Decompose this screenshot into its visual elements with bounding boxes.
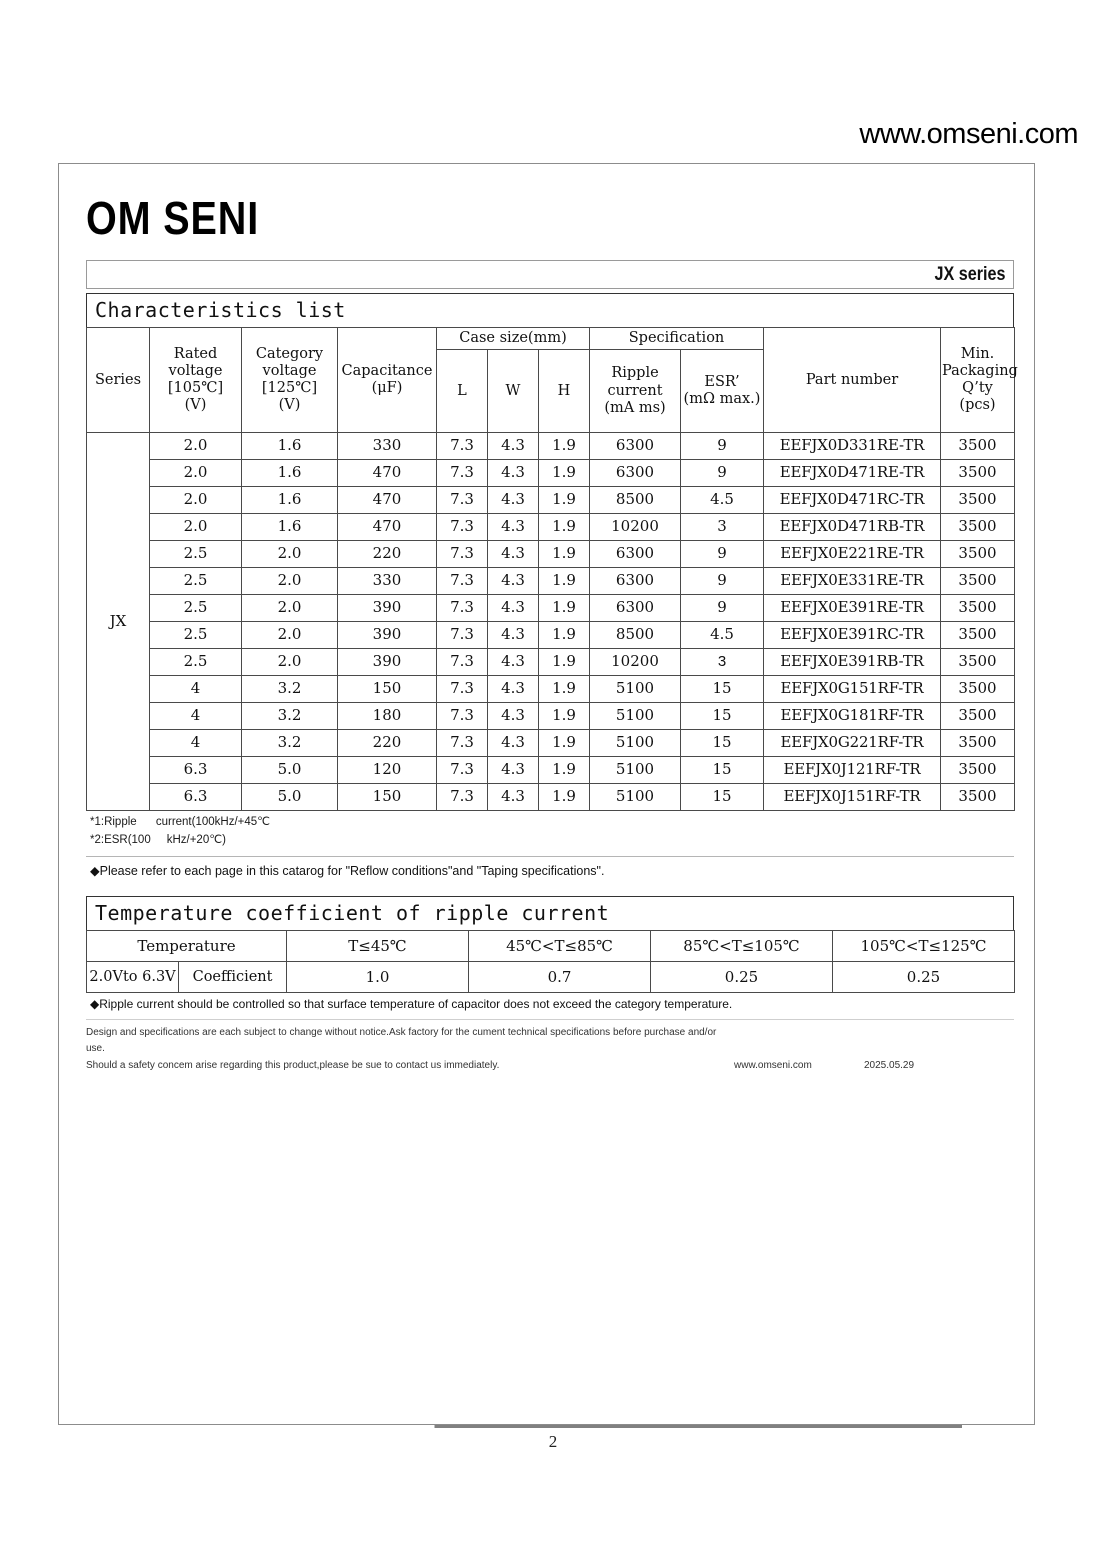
page-number: 2 [548, 1432, 558, 1451]
cell-case-w: 4.3 [488, 568, 539, 595]
col-header-part-number: Part number [764, 328, 941, 433]
temperature-band-2: 85℃<T≤105℃ [651, 930, 833, 961]
cell-min-packaging: 3500 [941, 514, 1015, 541]
cell-rated-voltage: 2.5 [150, 622, 242, 649]
coefficient-value-2: 0.25 [651, 961, 833, 992]
cell-rated-voltage: 2.5 [150, 595, 242, 622]
cell-part-number: EEFJX0G181RF-TR [764, 703, 941, 730]
cell-category-voltage: 2.0 [242, 568, 338, 595]
col-header-case-h: H [539, 350, 590, 433]
disclaimer-line-1: Design and specifications are each subject to change without notice.Ask factory for the cument technical specifications before purchase and/or use. [86, 1026, 717, 1055]
cell-case-w: 4.3 [488, 676, 539, 703]
cell-part-number: EEFJX0G151RF-TR [764, 676, 941, 703]
cell-esr: 9 [681, 433, 764, 460]
cell-esr: 15 [681, 730, 764, 757]
cell-min-packaging: 3500 [941, 568, 1015, 595]
cell-case-l: 7.3 [437, 595, 488, 622]
cell-category-voltage: 1.6 [242, 487, 338, 514]
coefficient-value-1: 0.7 [469, 961, 651, 992]
cell-min-packaging: 3500 [941, 541, 1015, 568]
table-row [87, 703, 1015, 730]
cell-esr: 9 [681, 460, 764, 487]
coefficient-value-3: 0.25 [833, 961, 1015, 992]
page-content [86, 186, 1018, 1074]
cell-capacitance: 220 [338, 730, 437, 757]
cell-ripple-current: 5100 [590, 676, 681, 703]
cell-ripple-current: 10200 [590, 649, 681, 676]
cell-part-number: EEFJX0E391RB-TR [764, 649, 941, 676]
cell-ripple-current: 5100 [590, 703, 681, 730]
col-header-rated-voltage: Rated voltage [105℃] (V) [150, 328, 242, 433]
characteristics-table [86, 327, 1018, 811]
cell-rated-voltage: 2.5 [150, 568, 242, 595]
table-row [87, 487, 1015, 514]
cell-case-h: 1.9 [539, 622, 590, 649]
disclaimer-date: 2025.05.29 [864, 1059, 915, 1071]
col-header-case-size-group: Case size(mm) [437, 328, 590, 350]
cell-case-h: 1.9 [539, 460, 590, 487]
cell-case-h: 1.9 [539, 784, 590, 811]
cell-min-packaging: 3500 [941, 784, 1015, 811]
cell-esr: 4.5 [681, 622, 764, 649]
cell-part-number: EEFJX0E391RE-TR [764, 595, 941, 622]
cell-case-w: 4.3 [488, 460, 539, 487]
cell-ripple-current: 6300 [590, 460, 681, 487]
cell-part-number: EEFJX0E391RC-TR [764, 622, 941, 649]
temperature-coefficient-section [86, 896, 1014, 1011]
cell-case-l: 7.3 [437, 514, 488, 541]
cell-min-packaging: 3500 [941, 433, 1015, 460]
table-row [87, 568, 1015, 595]
cell-rated-voltage: 2.0 [150, 460, 242, 487]
cell-category-voltage: 3.2 [242, 703, 338, 730]
cell-category-voltage: 2.0 [242, 622, 338, 649]
coefficient-row-header [87, 961, 287, 992]
cell-category-voltage: 3.2 [242, 730, 338, 757]
cell-capacitance: 150 [338, 784, 437, 811]
table-row [87, 622, 1015, 649]
cell-case-h: 1.9 [539, 649, 590, 676]
cell-category-voltage: 1.6 [242, 460, 338, 487]
cell-case-l: 7.3 [437, 730, 488, 757]
cell-ripple-current: 6300 [590, 541, 681, 568]
cell-rated-voltage: 4 [150, 676, 242, 703]
cell-capacitance: 390 [338, 595, 437, 622]
cell-rated-voltage: 4 [150, 703, 242, 730]
cell-case-h: 1.9 [539, 676, 590, 703]
cell-case-w: 4.3 [488, 784, 539, 811]
temperature-band-3: 105℃<T≤125℃ [833, 930, 1015, 961]
col-header-esr: ESR’ (mΩ max.) [681, 350, 764, 433]
cell-capacitance: 120 [338, 757, 437, 784]
table-row [87, 784, 1015, 811]
coefficient-value-0: 1.0 [287, 961, 469, 992]
cell-case-h: 1.9 [539, 757, 590, 784]
cell-part-number: EEFJX0D471RC-TR [764, 487, 941, 514]
temperature-coefficient-table [86, 930, 1015, 993]
table-row [87, 433, 1015, 460]
row-header-temperature: Temperature [87, 930, 287, 961]
disclaimer-line-2-row [86, 1058, 1014, 1075]
footnote-esr: *2:ESR(100 kHz/+20℃) [90, 833, 226, 846]
cell-min-packaging: 3500 [941, 703, 1015, 730]
temperature-band-row [87, 930, 1015, 961]
cell-case-w: 4.3 [488, 622, 539, 649]
cell-case-l: 7.3 [437, 703, 488, 730]
cell-category-voltage: 3.2 [242, 676, 338, 703]
cell-capacitance: 330 [338, 568, 437, 595]
coefficient-label: Coefficient [192, 968, 273, 985]
temperature-table-body [87, 930, 1015, 992]
cell-rated-voltage: 4 [150, 730, 242, 757]
disclaimer-line-2: Should a safety concem arise regarding this product,please be sue to contact us immediately. [86, 1059, 500, 1071]
cell-ripple-current: 8500 [590, 487, 681, 514]
temperature-band-0: T≤45℃ [287, 930, 469, 961]
cell-case-w: 4.3 [488, 433, 539, 460]
table-row [87, 514, 1015, 541]
col-header-series: Series [87, 328, 150, 433]
cell-case-l: 7.3 [437, 487, 488, 514]
cell-capacitance: 470 [338, 460, 437, 487]
cell-case-l: 7.3 [437, 649, 488, 676]
cell-category-voltage: 1.6 [242, 433, 338, 460]
voltage-range-label: 2.0Vto 6.3V [87, 962, 179, 992]
cell-min-packaging: 3500 [941, 676, 1015, 703]
cell-min-packaging: 3500 [941, 595, 1015, 622]
cell-case-h: 1.9 [539, 595, 590, 622]
cell-case-w: 4.3 [488, 514, 539, 541]
cell-rated-voltage: 6.3 [150, 784, 242, 811]
cell-case-l: 7.3 [437, 784, 488, 811]
disclaimer-block [86, 1019, 1014, 1075]
cell-capacitance: 330 [338, 433, 437, 460]
page-frame-shadow [63, 1425, 1040, 1428]
cell-esr: 4.5 [681, 487, 764, 514]
cell-case-h: 1.9 [539, 703, 590, 730]
cell-min-packaging: 3500 [941, 730, 1015, 757]
cell-case-h: 1.9 [539, 730, 590, 757]
table-row [87, 595, 1015, 622]
brand-logo: OM SENI [86, 192, 260, 244]
cell-case-h: 1.9 [539, 487, 590, 514]
ripple-control-note: ◆Ripple current should be controlled so that surface temperature of capacitor does not exceed the category temperature. [90, 996, 733, 1011]
cell-part-number: EEFJX0G221RF-TR [764, 730, 941, 757]
reflow-note: ◆Please refer to each page in this catarog for "Reflow conditions"and "Taping specifications". [86, 856, 1014, 884]
cell-esr: 9 [681, 595, 764, 622]
col-header-min-packaging: Min. Packaging Q’ty (pcs) [941, 328, 1015, 433]
cell-case-l: 7.3 [437, 460, 488, 487]
cell-case-l: 7.3 [437, 541, 488, 568]
site-url-header: www.omseni.com [859, 118, 1078, 150]
col-header-specification-group: Specification [590, 328, 764, 350]
disclaimer-site-url: www.omseni.com [734, 1059, 812, 1071]
cell-esr: 3 [681, 649, 764, 676]
cell-part-number: EEFJX0E331RE-TR [764, 568, 941, 595]
col-header-case-l: L [437, 350, 488, 433]
cell-capacitance: 390 [338, 622, 437, 649]
cell-case-w: 4.3 [488, 703, 539, 730]
cell-part-number: EEFJX0E221RE-TR [764, 541, 941, 568]
cell-capacitance: 470 [338, 514, 437, 541]
cell-case-h: 1.9 [539, 541, 590, 568]
table-row [87, 649, 1015, 676]
cell-case-h: 1.9 [539, 568, 590, 595]
col-header-ripple-current: Ripple current (mA ms) [590, 350, 681, 433]
cell-capacitance: 150 [338, 676, 437, 703]
cell-min-packaging: 3500 [941, 649, 1015, 676]
characteristics-table-body [87, 433, 1015, 811]
disclaimer-line-1-row [86, 1025, 1014, 1058]
cell-esr: 15 [681, 784, 764, 811]
col-header-category-voltage: Category voltage [125℃] (V) [242, 328, 338, 433]
cell-category-voltage: 2.0 [242, 595, 338, 622]
series-band [86, 260, 1014, 289]
cell-ripple-current: 5100 [590, 757, 681, 784]
cell-ripple-current: 6300 [590, 595, 681, 622]
cell-part-number: EEFJX0D471RE-TR [764, 460, 941, 487]
cell-case-w: 4.3 [488, 757, 539, 784]
col-header-case-w: W [488, 350, 539, 433]
cell-case-l: 7.3 [437, 433, 488, 460]
cell-rated-voltage: 6.3 [150, 757, 242, 784]
cell-ripple-current: 10200 [590, 514, 681, 541]
cell-rated-voltage: 2.0 [150, 433, 242, 460]
cell-category-voltage: 2.0 [242, 541, 338, 568]
cell-capacitance: 220 [338, 541, 437, 568]
footnotes [86, 811, 1014, 852]
cell-category-voltage: 5.0 [242, 757, 338, 784]
series-band-label: JX series [934, 263, 1005, 285]
cell-min-packaging: 3500 [941, 757, 1015, 784]
cell-rated-voltage: 2.0 [150, 487, 242, 514]
cell-rated-voltage: 2.5 [150, 541, 242, 568]
cell-case-h: 1.9 [539, 433, 590, 460]
table-row [87, 676, 1015, 703]
cell-case-w: 4.3 [488, 595, 539, 622]
cell-min-packaging: 3500 [941, 460, 1015, 487]
characteristics-section-title: Characteristics list [86, 293, 1014, 327]
cell-esr: 15 [681, 757, 764, 784]
cell-category-voltage: 2.0 [242, 649, 338, 676]
table-row [87, 541, 1015, 568]
cell-case-l: 7.3 [437, 757, 488, 784]
cell-ripple-current: 8500 [590, 622, 681, 649]
cell-rated-voltage: 2.0 [150, 514, 242, 541]
table-row [87, 757, 1015, 784]
cell-ripple-current: 6300 [590, 568, 681, 595]
cell-part-number: EEFJX0D471RB-TR [764, 514, 941, 541]
cell-capacitance: 470 [338, 487, 437, 514]
cell-min-packaging: 3500 [941, 622, 1015, 649]
cell-case-l: 7.3 [437, 622, 488, 649]
cell-esr: 9 [681, 568, 764, 595]
table-row [87, 460, 1015, 487]
cell-ripple-current: 6300 [590, 433, 681, 460]
cell-esr: 15 [681, 676, 764, 703]
cell-case-h: 1.9 [539, 514, 590, 541]
cell-capacitance: 180 [338, 703, 437, 730]
cell-case-l: 7.3 [437, 568, 488, 595]
cell-capacitance: 390 [338, 649, 437, 676]
cell-rated-voltage: 2.5 [150, 649, 242, 676]
cell-esr: 15 [681, 703, 764, 730]
cell-case-w: 4.3 [488, 649, 539, 676]
temperature-section-title: Temperature coefficient of ripple current [86, 896, 1014, 930]
col-header-capacitance: Capacitance (μF) [338, 328, 437, 433]
cell-part-number: EEFJX0D331RE-TR [764, 433, 941, 460]
cell-part-number: EEFJX0J121RF-TR [764, 757, 941, 784]
footnote-ripple: *1:Ripple current(100kHz/+45℃ [90, 816, 271, 829]
cell-case-w: 4.3 [488, 541, 539, 568]
cell-esr: 3 [681, 514, 764, 541]
cell-ripple-current: 5100 [590, 784, 681, 811]
series-cell: JX [87, 433, 150, 811]
cell-case-w: 4.3 [488, 487, 539, 514]
cell-case-l: 7.3 [437, 676, 488, 703]
cell-category-voltage: 1.6 [242, 514, 338, 541]
cell-category-voltage: 5.0 [242, 784, 338, 811]
table-row [87, 730, 1015, 757]
cell-esr: 9 [681, 541, 764, 568]
temperature-band-1: 45℃<T≤85℃ [469, 930, 651, 961]
cell-case-w: 4.3 [488, 730, 539, 757]
coefficient-row [87, 961, 1015, 992]
cell-min-packaging: 3500 [941, 487, 1015, 514]
cell-part-number: EEFJX0J151RF-TR [764, 784, 941, 811]
cell-ripple-current: 5100 [590, 730, 681, 757]
